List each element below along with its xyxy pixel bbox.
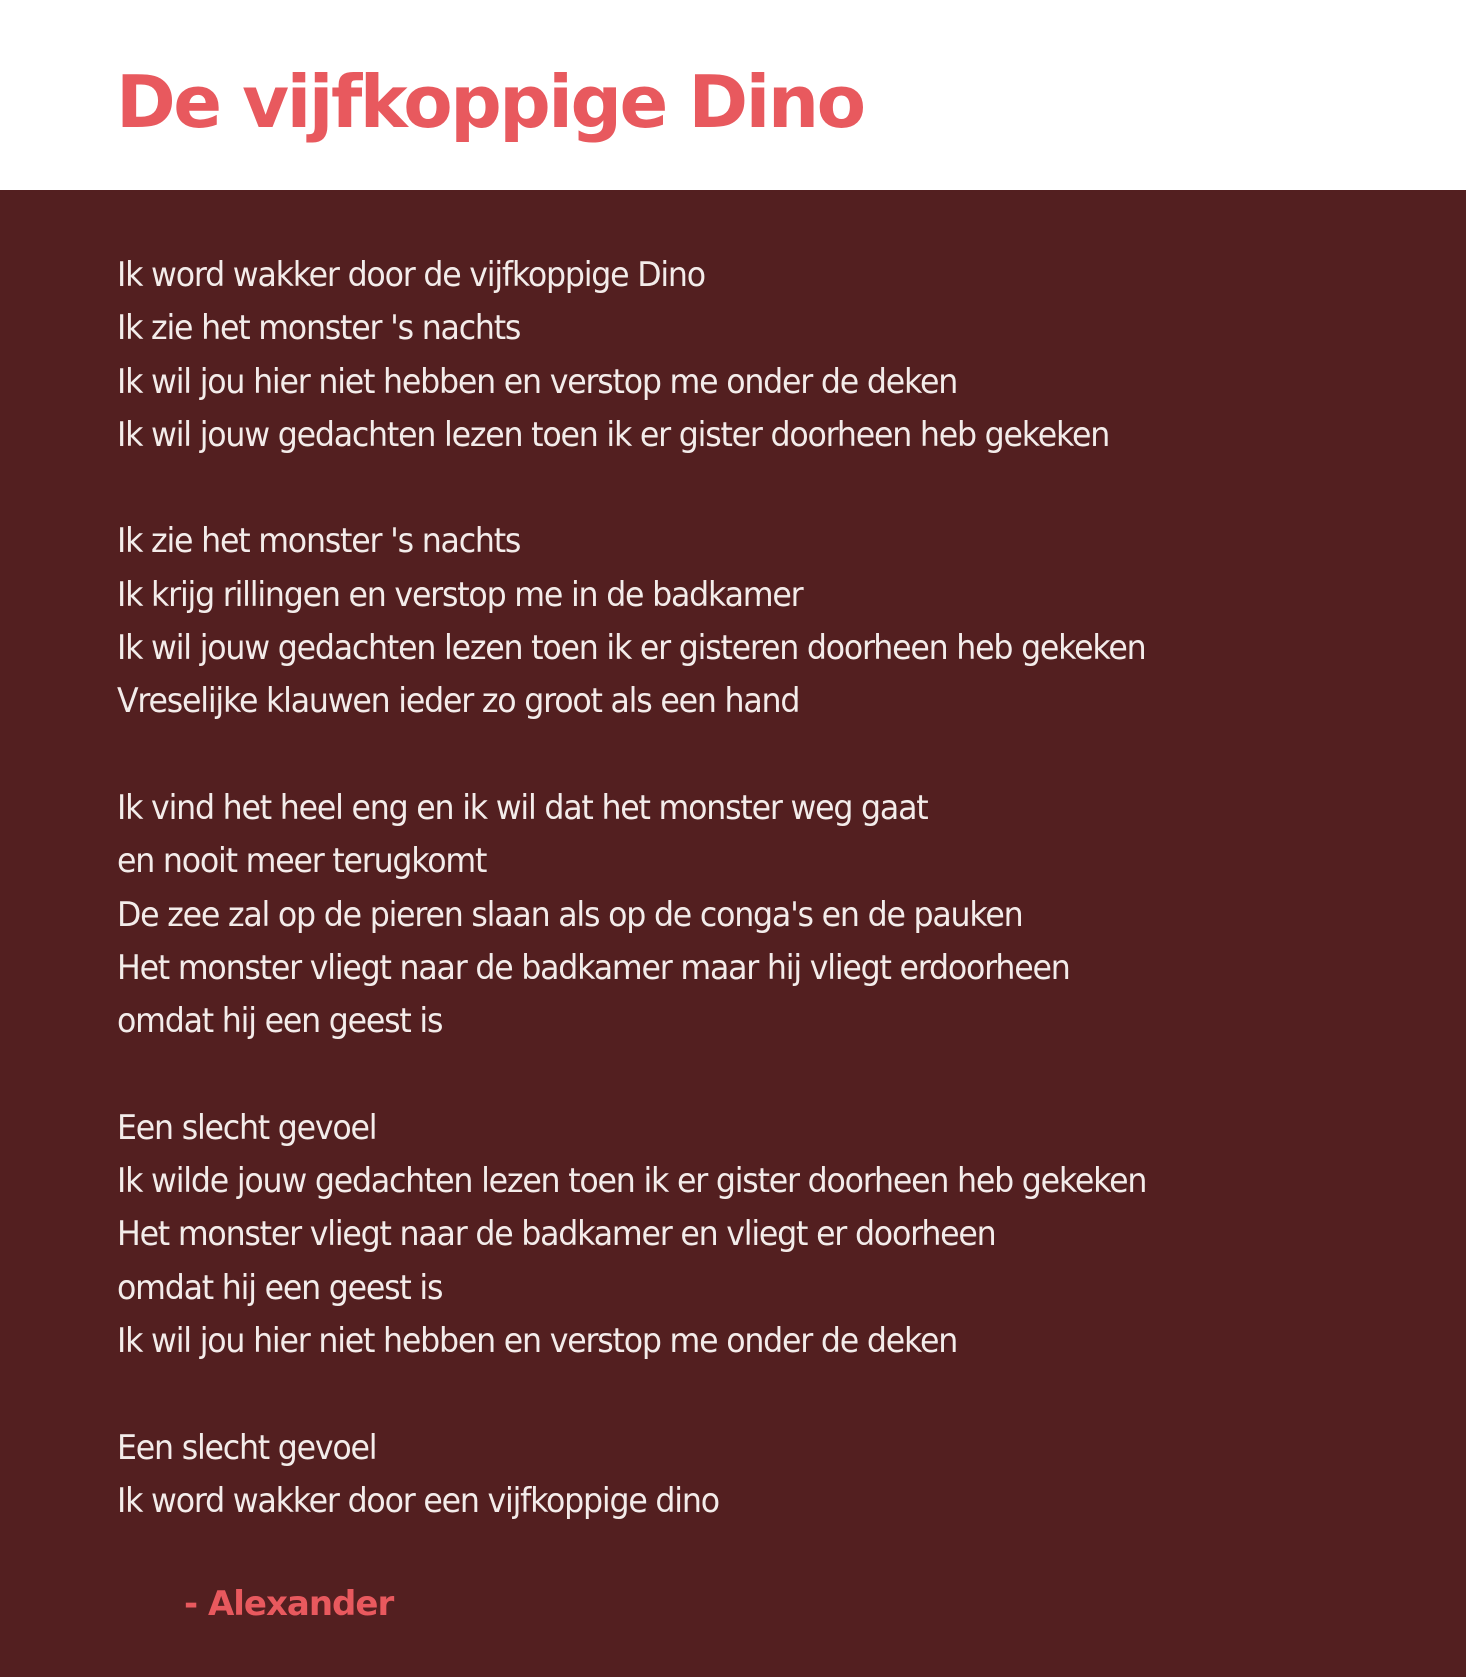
poem-line: en nooit meer terugkomt: [117, 841, 487, 882]
stanza-break: [117, 729, 1146, 782]
poem-line: Ik wil jou hier niet hebben en verstop me onder de deken: [117, 1320, 958, 1361]
poem-line: Ik wil jou hier niet hebben en verstop me onder de deken: [117, 361, 958, 402]
poem-line: Ik wilde jouw gedachten lezen toen ik er gister doorheen heb gekeken: [117, 1161, 1147, 1202]
poem-line: Een slecht gevoel: [117, 1107, 377, 1148]
poem-line: Ik wil jouw gedachten lezen toen ik er gister doorheen heb gekeken: [117, 414, 1110, 455]
poem-line: Ik word wakker door een vijfkoppige dino: [117, 1480, 719, 1521]
poem-line: omdat hij een geest is: [117, 1001, 443, 1042]
stanza-break: [117, 1368, 1146, 1421]
poem-line: Ik zie het monster 's nachts: [117, 308, 521, 349]
poem-lines: [117, 249, 1224, 1528]
stanza-break: [117, 462, 1146, 515]
poem-line: Ik krijg rillingen en verstop me in de badkamer: [117, 574, 803, 615]
page-title: De vijfkoppige Dino: [116, 60, 864, 144]
poem-line: Ik vind het heel eng en ik wil dat het monster weg gaat: [117, 787, 928, 828]
poem-line: Het monster vliegt naar de badkamer en vliegt er doorheen: [117, 1214, 996, 1255]
poem-line: Ik word wakker door de vijfkoppige Dino: [117, 255, 705, 295]
poem-line: Het monster vliegt naar de badkamer maar hij vliegt erdoorheen: [117, 947, 1070, 988]
poem-line: Ik wil jouw gedachten lezen toen ik er gisteren doorheen heb gekeken: [117, 628, 1146, 669]
poem-section: [0, 190, 1466, 1677]
author-signature: - Alexander: [184, 1584, 394, 1624]
poem-line: De zee zal op de pieren slaan als op de conga's en de pauken: [117, 894, 1023, 935]
header: [0, 0, 1466, 190]
poem-line: Een slecht gevoel: [117, 1427, 377, 1468]
poem-line: Ik zie het monster 's nachts: [117, 521, 521, 562]
poem-line: Vreselijke klauwen ieder zo groot als een hand: [117, 681, 800, 722]
stanza-break: [117, 1048, 1146, 1101]
poem-line: omdat hij een geest is: [117, 1267, 443, 1308]
